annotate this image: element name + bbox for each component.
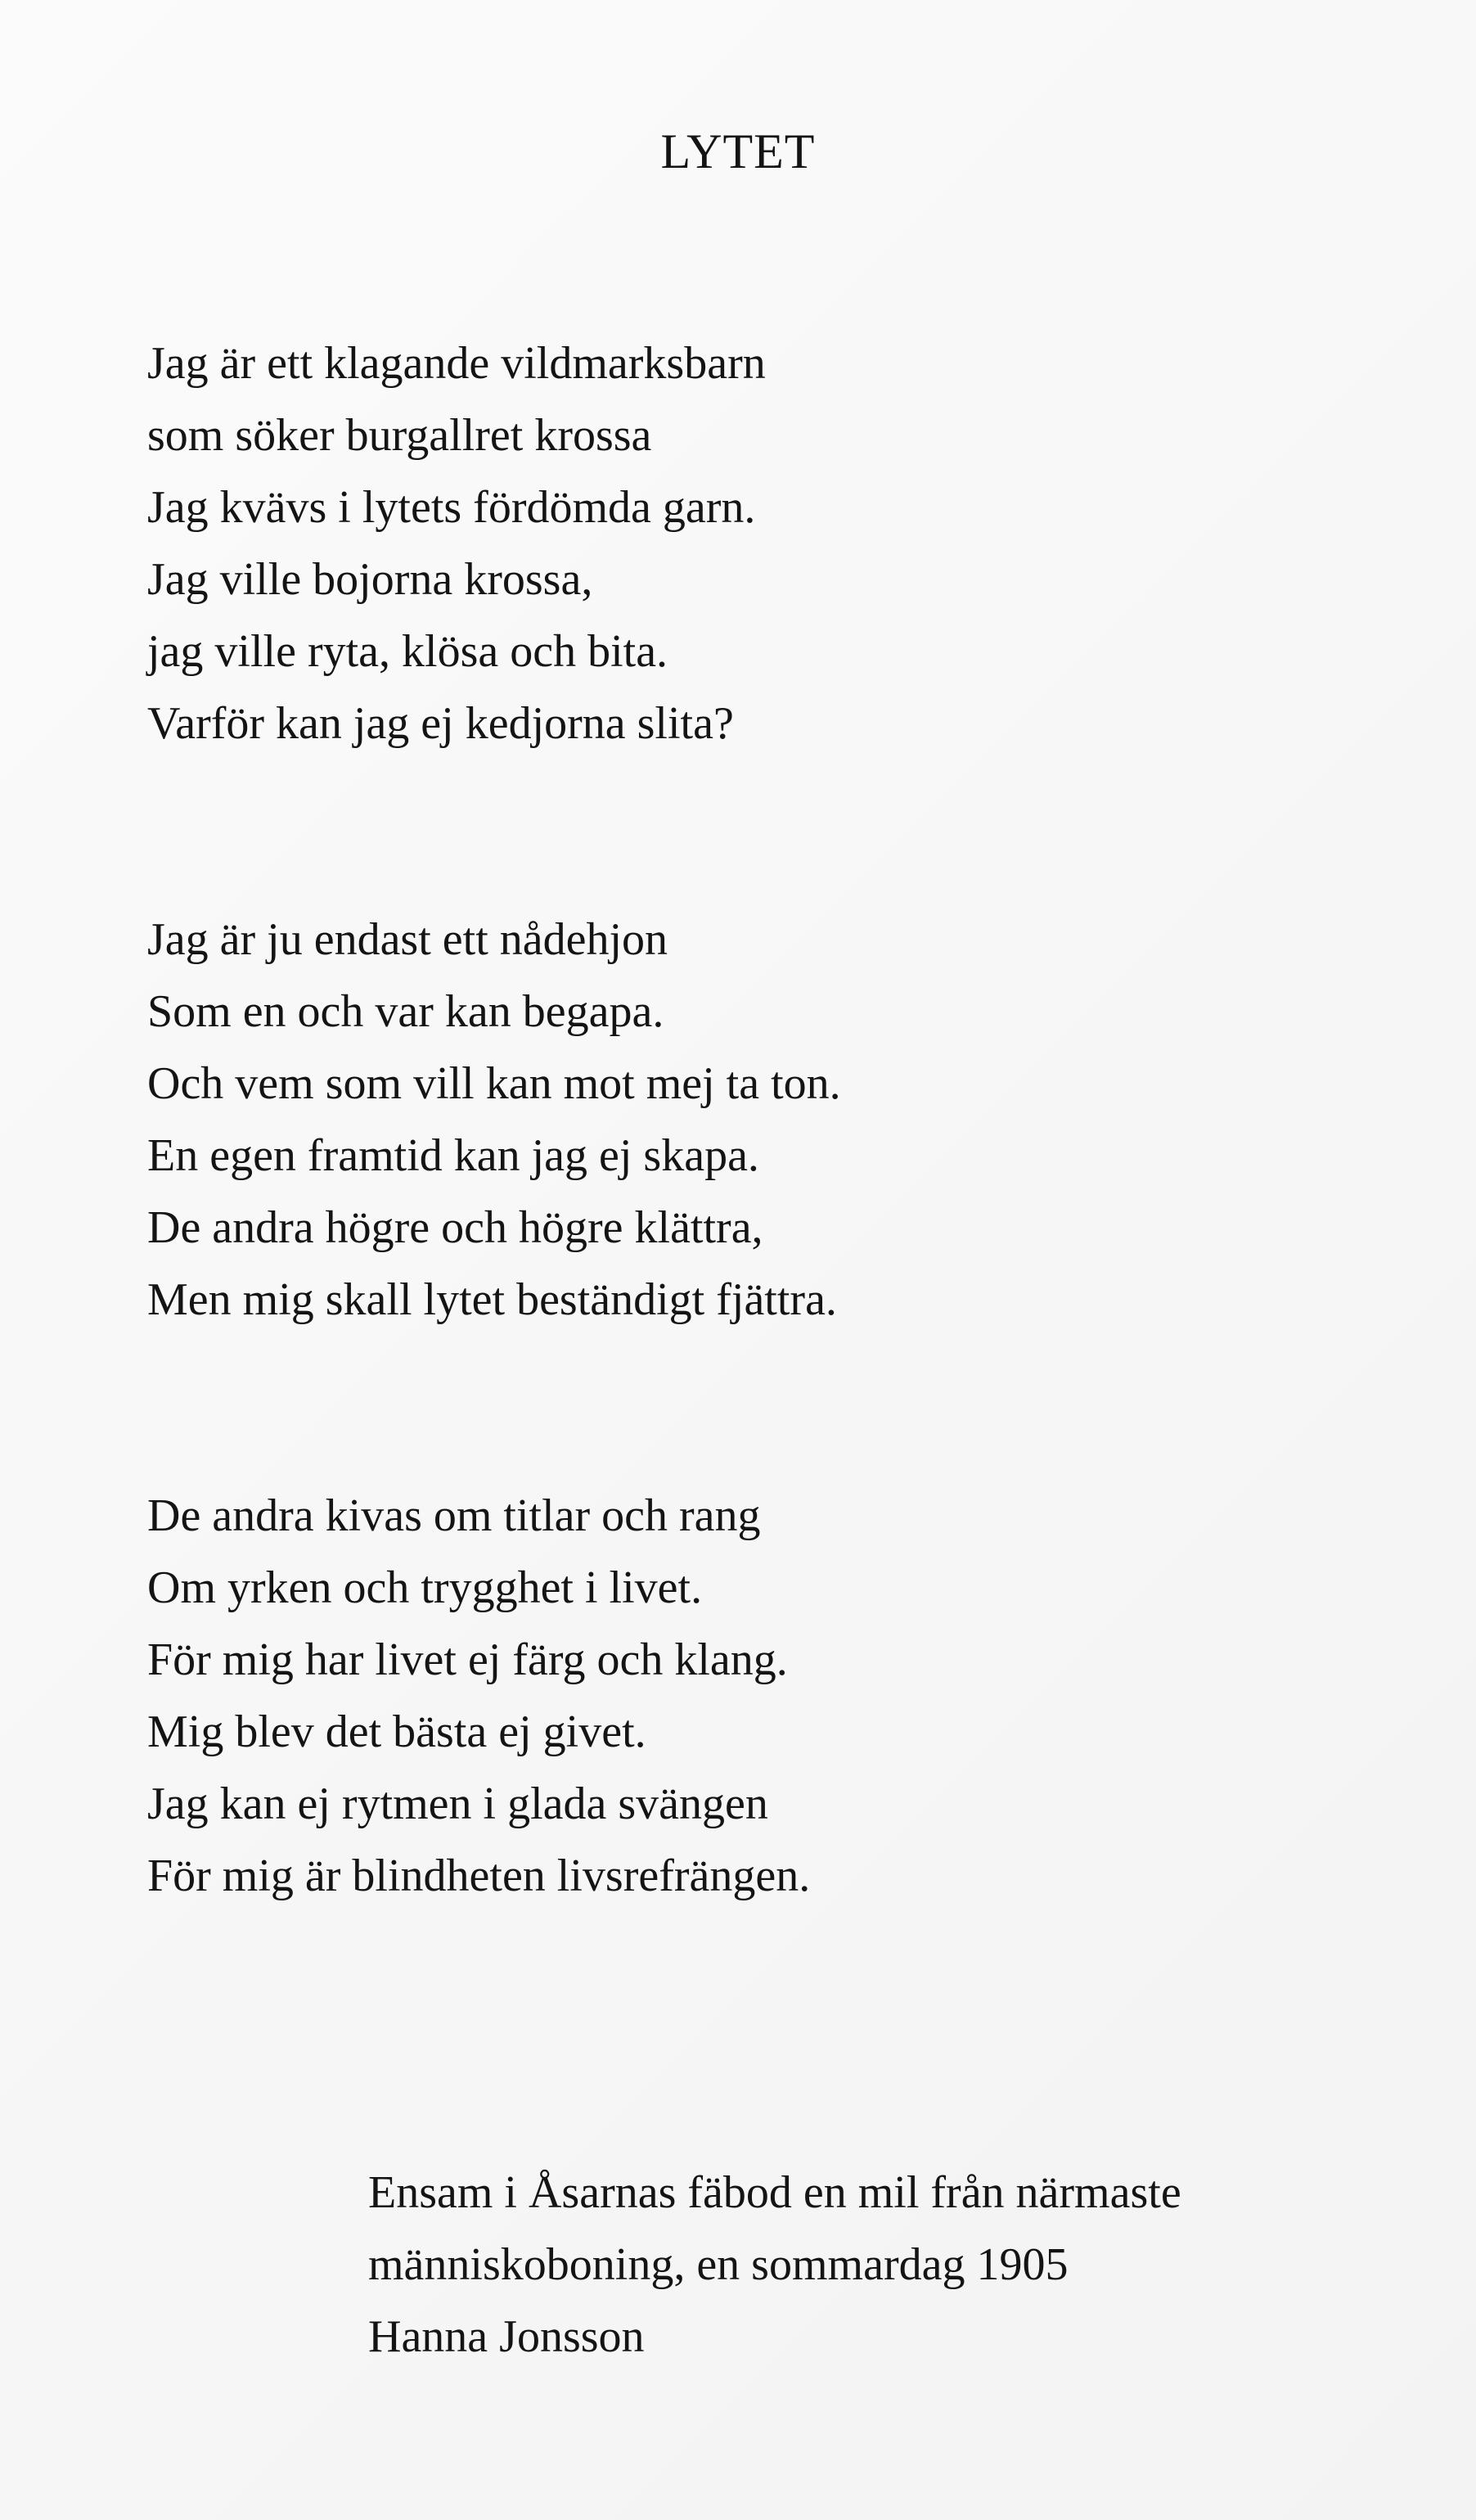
footer-author: Hanna Jonsson <box>368 2311 645 2362</box>
poem-line: Varför kan jag ej kedjorna slita? <box>147 698 734 749</box>
poem-line: som söker burgallret krossa <box>147 410 652 461</box>
footer-place-line: Ensam i Åsarnas fäbod en mil från närmaste <box>368 2167 1181 2218</box>
poem-line: De andra kivas om titlar och rang <box>147 1490 761 1541</box>
poem-line: jag ville ryta, klösa och bita. <box>147 626 668 677</box>
poem-line: Som en och var kan begapa. <box>147 986 664 1037</box>
poem-title: LYTET <box>660 124 816 178</box>
poem-line: En egen framtid kan jag ej skapa. <box>147 1130 759 1181</box>
poem-line: Men mig skall lytet beständigt fjättra. <box>147 1274 837 1325</box>
stanza-2 <box>147 904 841 1336</box>
stanza-1 <box>147 327 766 760</box>
poem-line: Mig blev det bästa ej givet. <box>147 1706 646 1757</box>
poem-line: Jag kan ej rytmen i glada svängen <box>147 1778 768 1829</box>
poem-line: Om yrken och trygghet i livet. <box>147 1562 703 1613</box>
footer-date-line: människoboning, en sommardag 1905 <box>368 2239 1069 2290</box>
poem-line: Jag är ju endast ett nådehjon <box>147 914 668 965</box>
poem-line: De andra högre och högre klättra, <box>147 1202 763 1253</box>
poem-line: För mig har livet ej färg och klang. <box>147 1634 788 1685</box>
poem-line: För mig är blindheten livsrefrängen. <box>147 1851 811 1901</box>
poem-line: Jag ville bojorna krossa, <box>147 554 593 605</box>
poem-footer <box>368 2157 1181 2373</box>
poem-line: Jag kvävs i lytets fördömda garn. <box>147 482 756 533</box>
poem-line: Jag är ett klagande vildmarksbarn <box>147 338 766 389</box>
poem-line: Och vem som vill kan mot mej ta ton. <box>147 1058 841 1109</box>
stanza-3 <box>147 1480 810 1912</box>
